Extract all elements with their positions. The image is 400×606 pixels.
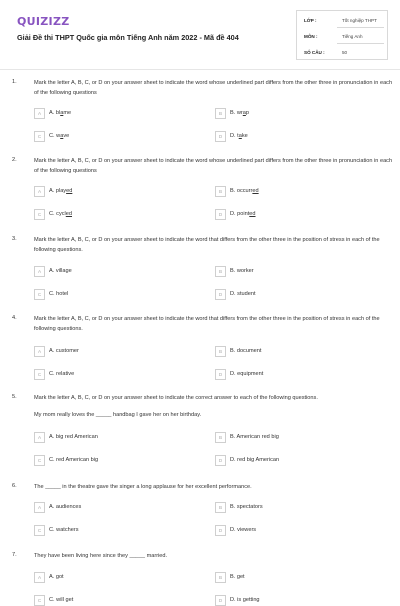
option-text: C. w <box>49 133 61 139</box>
question-text: Mark the letter A, B, C, or D on your answer sheet to indicate the word whose underlined part differs from the other three in pronunciation in each of the following questions <box>34 158 393 174</box>
meta-underline <box>337 27 384 28</box>
option-text: D. viewers <box>230 527 257 533</box>
option-text: B. worker <box>230 268 254 274</box>
option-text: A. got <box>49 574 64 580</box>
question-count-label: SỐ CÂU : <box>304 50 325 55</box>
underlined-part: a <box>60 110 64 116</box>
question-text: Mark the letter A, B, C, or D on your answer sheet to indicate the word that differs from the other three in the position of stress in each of the following questions. <box>34 316 380 332</box>
option-letter-box: D <box>215 131 226 142</box>
option-text-suffix: ke <box>241 133 248 139</box>
option-text: A. customer <box>49 348 79 354</box>
option-text: C. watchers <box>49 527 79 533</box>
question-7 <box>0 552 400 603</box>
grade-label: LỚP : <box>304 18 317 23</box>
question-sentence: My mom really loves the _____ handbag I gave her on her birthday. <box>34 412 202 418</box>
question-2 <box>0 157 400 227</box>
header-divider <box>0 69 400 70</box>
option-text: A. audiences <box>49 504 82 510</box>
option-letter-box: C <box>34 525 45 536</box>
option-letter-box: D <box>215 455 226 466</box>
option-letter-box: C <box>34 455 45 466</box>
option-letter-box: A <box>34 502 45 513</box>
question-text: Mark the letter A, B, C, or D on your answer sheet to indicate the word that differs from the other three in the position of stress in each of the following questions. <box>34 237 380 253</box>
question-number: 4. <box>12 315 17 321</box>
option-letter-box: B <box>215 572 226 583</box>
option-letter-box: C <box>34 209 45 220</box>
question-count-value: 50 <box>342 50 348 55</box>
option-text: B. get <box>230 574 245 580</box>
option-letter-box: D <box>215 369 226 380</box>
question-1 <box>0 79 400 149</box>
option-text: D. student <box>230 291 256 297</box>
meta-info-box <box>296 10 388 60</box>
quizizz-logo: QUIZIZZ <box>17 15 70 28</box>
question-5 <box>0 394 400 474</box>
option-letter-box: C <box>34 289 45 300</box>
option-letter-box: D <box>215 525 226 536</box>
option-letter-box: B <box>215 186 226 197</box>
option-text: B. wr <box>230 110 243 116</box>
option-letter-box: A <box>34 346 45 357</box>
option-text: D. is getting <box>230 597 260 603</box>
option-letter-box: C <box>34 595 45 606</box>
meta-row-grade <box>297 13 387 29</box>
option-letter-box: B <box>215 346 226 357</box>
underlined-part: a <box>60 133 64 139</box>
option-text: D. equipment <box>230 371 264 377</box>
option-letter-box: C <box>34 369 45 380</box>
question-number: 1. <box>12 79 17 85</box>
option-text-suffix: p <box>245 110 249 116</box>
option-letter-box: B <box>215 108 226 119</box>
option-text: A. village <box>49 268 72 274</box>
option-text-suffix: me <box>63 110 72 116</box>
question-3 <box>0 236 400 306</box>
option-letter-box: A <box>34 186 45 197</box>
option-text: A. bl <box>49 110 61 116</box>
option-letter-box: D <box>215 595 226 606</box>
underlined-part: ed <box>252 188 259 194</box>
option-text: C. red American big <box>49 457 99 463</box>
question-number: 5. <box>12 394 17 400</box>
meta-row-count <box>297 45 387 61</box>
question-text: The _____ in the theatre gave the singer a long applause for her excellent performance. <box>34 484 252 490</box>
option-text: D. red big American <box>230 457 280 463</box>
underlined-part: ed <box>249 211 256 217</box>
underlined-part: a <box>242 110 246 116</box>
option-text: A. big red American <box>49 434 98 440</box>
option-text: D. t <box>230 133 239 139</box>
option-text: A. play <box>49 188 67 194</box>
question-text: They have been living here since they _____ married. <box>34 553 168 559</box>
meta-underline <box>337 43 384 44</box>
option-letter-box: B <box>215 266 226 277</box>
option-text: B. American red big <box>230 434 279 440</box>
underlined-part: a <box>238 133 242 139</box>
subject-label: MÔN : <box>304 34 318 39</box>
question-number: 2. <box>12 157 17 163</box>
question-text: Mark the letter A, B, C, or D on your answer sheet to indicate the word whose underlined part differs from the other three in pronunciation in each of the following questions <box>34 80 393 96</box>
meta-underline <box>337 59 384 60</box>
option-text: B. document <box>230 348 262 354</box>
underlined-part: ed <box>66 188 73 194</box>
option-text: C. will get <box>49 597 74 603</box>
option-text: C. cycl <box>49 211 66 217</box>
meta-row-subject <box>297 29 387 45</box>
option-letter-box: A <box>34 432 45 443</box>
document-header <box>0 0 400 68</box>
question-6 <box>0 483 400 543</box>
document-title: Giải Đề thi THPT Quốc gia môn Tiếng Anh năm 2022 - Mã đề 404 <box>17 33 239 42</box>
option-text: B. occurr <box>230 188 253 194</box>
option-letter-box: C <box>34 131 45 142</box>
option-letter-box: B <box>215 432 226 443</box>
question-number: 7. <box>12 552 17 558</box>
option-text: B. spectators <box>230 504 263 510</box>
option-letter-box: A <box>34 572 45 583</box>
question-number: 6. <box>12 483 17 489</box>
option-text-suffix: ve <box>63 133 70 139</box>
question-number: 3. <box>12 236 17 242</box>
option-text: D. point <box>230 211 250 217</box>
underlined-part: ed <box>65 211 73 217</box>
question-text: Mark the letter A, B, C, or D on your answer sheet to indicate the correct answer to each of the following questions. <box>34 395 318 401</box>
option-text: C. hotel <box>49 291 69 297</box>
option-text: C. relative <box>49 371 75 377</box>
option-letter-box: D <box>215 209 226 220</box>
question-4 <box>0 315 400 385</box>
subject-value: Tiếng Anh <box>342 34 363 39</box>
option-letter-box: A <box>34 108 45 119</box>
option-letter-box: D <box>215 289 226 300</box>
option-letter-box: B <box>215 502 226 513</box>
grade-value: Tốt nghiệp THPT <box>342 18 377 23</box>
option-letter-box: A <box>34 266 45 277</box>
